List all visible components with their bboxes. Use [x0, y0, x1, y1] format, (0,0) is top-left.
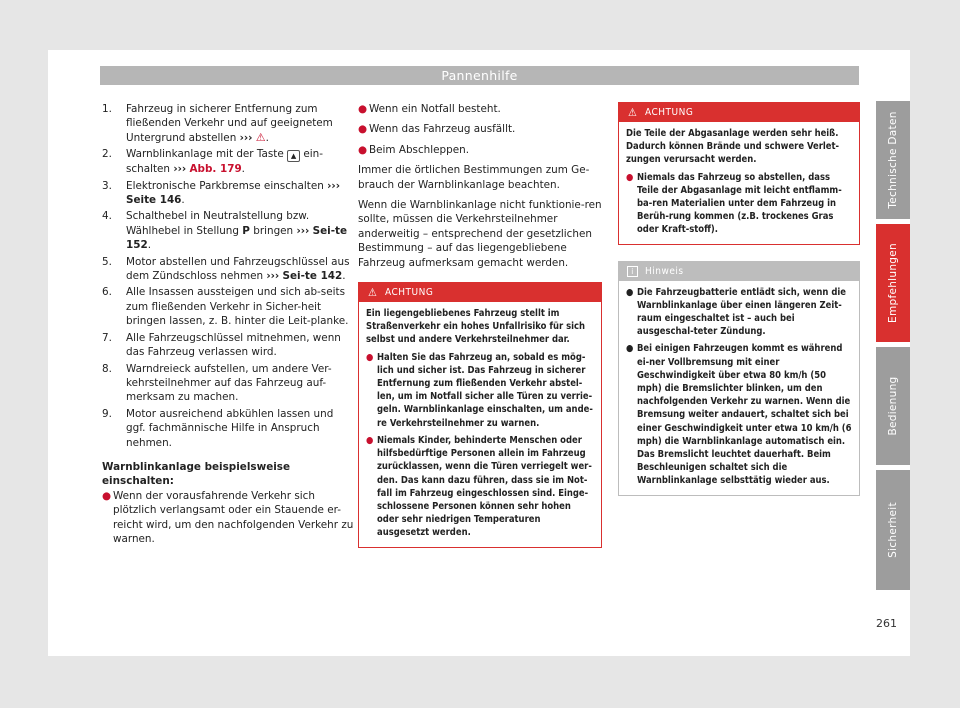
bullet-text: Wenn das Fahrzeug ausfällt. [369, 123, 516, 136]
hint-box-header [619, 262, 859, 281]
step-4 [102, 209, 354, 252]
step-text: . [265, 131, 269, 144]
hint-title: Hinweis [645, 265, 684, 277]
tab-label: Bedienung [887, 376, 899, 436]
step-number: 2. [102, 148, 112, 161]
step-number: 7. [102, 331, 112, 344]
step-text: ein-schalten [126, 148, 323, 176]
warning-triangle-icon: ⚠ [368, 286, 378, 300]
step-text: Fahrzeug in sicherer Entfernung zum fließenden Verkehr und auf geeignetem Untergrund abstellen [126, 103, 333, 144]
bullet-text: Beim Abschleppen. [369, 143, 469, 156]
hint-box [618, 261, 860, 496]
bullet-dot-icon: ● [366, 434, 374, 446]
warning-title: ACHTUNG [645, 107, 694, 118]
step-text: Elektronische Parkbremse einschalten [126, 179, 328, 192]
warning-triangle-icon: ⚠ [628, 106, 638, 119]
arrow-ref: ››› [239, 131, 253, 144]
step-5 [102, 255, 354, 284]
step-number: 3. [102, 179, 112, 192]
step-text: bringen [249, 224, 297, 237]
step-8 [102, 362, 354, 405]
warning-box-body [619, 122, 859, 244]
arrow-ref: ››› [327, 179, 340, 192]
hint-item [626, 342, 852, 487]
paragraph: Immer die örtlichen Bestimmungen zum Ge-brauch der Warnblinkanlage beachten. [358, 164, 590, 191]
info-icon: i [627, 266, 638, 277]
arrow-ref: ››› [173, 163, 187, 176]
step-2 [102, 147, 354, 176]
steps-list [102, 102, 354, 450]
bullet-text: Wenn ein Notfall besteht. [369, 103, 501, 115]
bullet-dot-icon: ● [102, 489, 112, 502]
page-link[interactable]: Sei-te 142 [282, 270, 343, 283]
warning-intro: Ein liegengebliebenes Fahrzeug stellt im Straßenverkehr ein hohes Unfallrisiko für sich selbst und andere Verkehrsteilnehmer dar. [366, 308, 586, 346]
warning-box-header [359, 283, 601, 302]
step-6 [102, 285, 354, 328]
warning-triangle-icon: ⚠ [255, 130, 266, 144]
warning-box [358, 282, 602, 547]
warning-text: Niemals das Fahrzeug so abstellen, dass Teile der Abgasanlage mit leicht entflamm-ba-ren Materialien unter dem Fahrzeug in Berüh-rung kommen (z.B. trockenes Gras oder Kraft-stoff). [637, 171, 842, 236]
section-subheading: Warnblinkanlage beispielsweise einschalten: [102, 460, 291, 488]
tab-technische-daten[interactable] [876, 101, 910, 219]
warning-item [366, 351, 594, 430]
step-text: Warndreieck aufstellen, um andere Ver-kehrsteilnehmer auf das Fahrzeug auf-merksam zu machen. [126, 362, 332, 404]
column-middle [358, 102, 602, 548]
warning-intro: Die Teile der Abgasanlage werden sehr heiß. Dadurch können Brände und schwere Verlet-zungen verursacht werden. [626, 128, 840, 166]
paragraph: Wenn die Warnblinkanlage nicht funktionie-ren sollte, müssen die Verkehrsteilnehmer anderweitig – entsprechend der gesetzlichen Bestimmung – auf das liegengebliebene Fahrzeug aufmerksam gemacht werden. [358, 199, 602, 269]
column-right [618, 102, 860, 496]
bullet-dot-icon: ● [358, 103, 368, 115]
bullet-dot-icon: ● [366, 351, 374, 363]
figure-link[interactable]: Abb. 179 [189, 163, 242, 176]
hint-text: Bei einigen Fahrzeugen kommt es während ei-ner Vollbremsung mit einer Geschwindigkeit über etwa 80 km/h (50 mph) die Bremslichter blinken, um den nachfolgenden Verkehr zu warnen. Wenn die Bremsung weiter andauert, schaltet sich bei einer Geschwindigkeit unter etwa 10 km/h (6 mph) die Warnblinkanlage automatisch ein. Das Bremslicht leuchtet dauerhaft. Beim Beschleunigen schaltet sich die Warnblinkanlage selbsttätig wieder aus. [637, 343, 852, 487]
step-number: 8. [102, 362, 112, 375]
page-link[interactable]: Seite 146 [126, 194, 182, 207]
bullet-text: Wenn der vorausfahrende Verkehr sich plötzlich verlangsamt oder ein Stauende er-reicht wird, um den nachfolgenden Verkehr zu warnen. [113, 489, 354, 545]
bullet-item [358, 102, 602, 116]
warning-box [618, 102, 860, 245]
hint-text: Die Fahrzeugbatterie entlädt sich, wenn die Warnblinkanlage über einen längeren Zeit-raum eingeschaltet ist – auch bei ausgeschal-teter Zündung. [637, 286, 847, 338]
step-9 [102, 407, 354, 450]
hazard-key-icon: ▲ [287, 150, 300, 162]
gear-position: P [242, 224, 250, 237]
step-number: 5. [102, 255, 112, 268]
step-text: Warnblinkanlage mit der Taste [126, 148, 288, 161]
tab-empfehlungen[interactable] [876, 224, 910, 342]
warning-title: ACHTUNG [385, 287, 434, 299]
warning-item [366, 434, 594, 540]
bullet-dot-icon: ● [626, 343, 634, 355]
step-text: . [147, 239, 152, 252]
tab-label: Empfehlungen [887, 243, 899, 323]
bullet-dot-icon: ● [358, 123, 368, 136]
hint-box-body [619, 281, 859, 495]
bullet-item [102, 489, 354, 547]
step-1 [102, 102, 354, 145]
step-text: Motor abstellen und Fahrzeugschlüssel aus dem Zündschloss nehmen [126, 255, 350, 283]
arrow-ref: ››› [266, 270, 280, 283]
tab-label: Technische Daten [887, 111, 899, 209]
arrow-ref: ››› [296, 224, 310, 237]
step-text: . [342, 270, 346, 283]
bullet-dot-icon: ● [626, 286, 634, 298]
bullet-dot-icon: ● [626, 171, 634, 183]
column-left [102, 102, 354, 546]
bullet-item [358, 143, 602, 157]
page-header: Pannenhilfe [100, 66, 859, 85]
step-number: 6. [102, 286, 112, 299]
warning-text: Halten Sie das Fahrzeug an, sobald es mög-lich und sicher ist. Das Fahrzeug in sicherer Entfernung zum fließenden Verkehr abstel-len, um im Notfall sicher alle Türen zu verrie-geln. Warnblinkanlage einschalten, um ande-re Verkehrsteilnehmer zu warnen. [377, 351, 593, 429]
tab-sicherheit[interactable] [876, 470, 910, 590]
step-text: . [181, 194, 185, 207]
step-7 [102, 331, 354, 360]
warning-text: Niemals Kinder, behinderte Menschen oder hilfsbedürftige Personen allein im Fahrzeug zurücklassen, wenn die Türen verriegelt wer-den. Das kann dazu führen, dass sie im Not-fall im Fahrzeug eingeschlossen sind. Einge-schlossene Personen können sehr hohen oder sehr niedrigen Temperaturen ausgesetzt werden. [377, 434, 592, 539]
step-number: 9. [102, 407, 112, 420]
hint-item [626, 286, 852, 339]
warning-box-body [359, 302, 601, 546]
step-number: 1. [102, 103, 112, 115]
tab-bedienung[interactable] [876, 347, 910, 465]
step-text: Schalthebel in Neutralstellung bzw. Wählhebel in Stellung [126, 210, 310, 237]
bullet-dot-icon: ● [358, 143, 368, 156]
step-3 [102, 179, 354, 208]
step-text: Alle Fahrzeugschlüssel mitnehmen, wenn das Fahrzeug verlassen wird. [126, 331, 341, 359]
step-number: 4. [102, 210, 112, 223]
step-text: Motor ausreichend abkühlen lassen und ggf. fachmännische Hilfe in Anspruch nehmen. [126, 407, 334, 449]
step-text: . [241, 163, 245, 176]
tab-label: Sicherheit [887, 502, 899, 558]
page-link[interactable]: Sei-te 152 [126, 224, 348, 252]
page-number: 261 [876, 617, 897, 630]
step-text: Alle Insassen aussteigen und sich ab-seits zum fließenden Verkehr in Sicher-heit bringen lassen, z. B. hinter die Leit-planke. [126, 286, 349, 328]
warning-box-header [619, 103, 859, 122]
bullet-item [358, 122, 602, 136]
warning-item [626, 171, 852, 237]
